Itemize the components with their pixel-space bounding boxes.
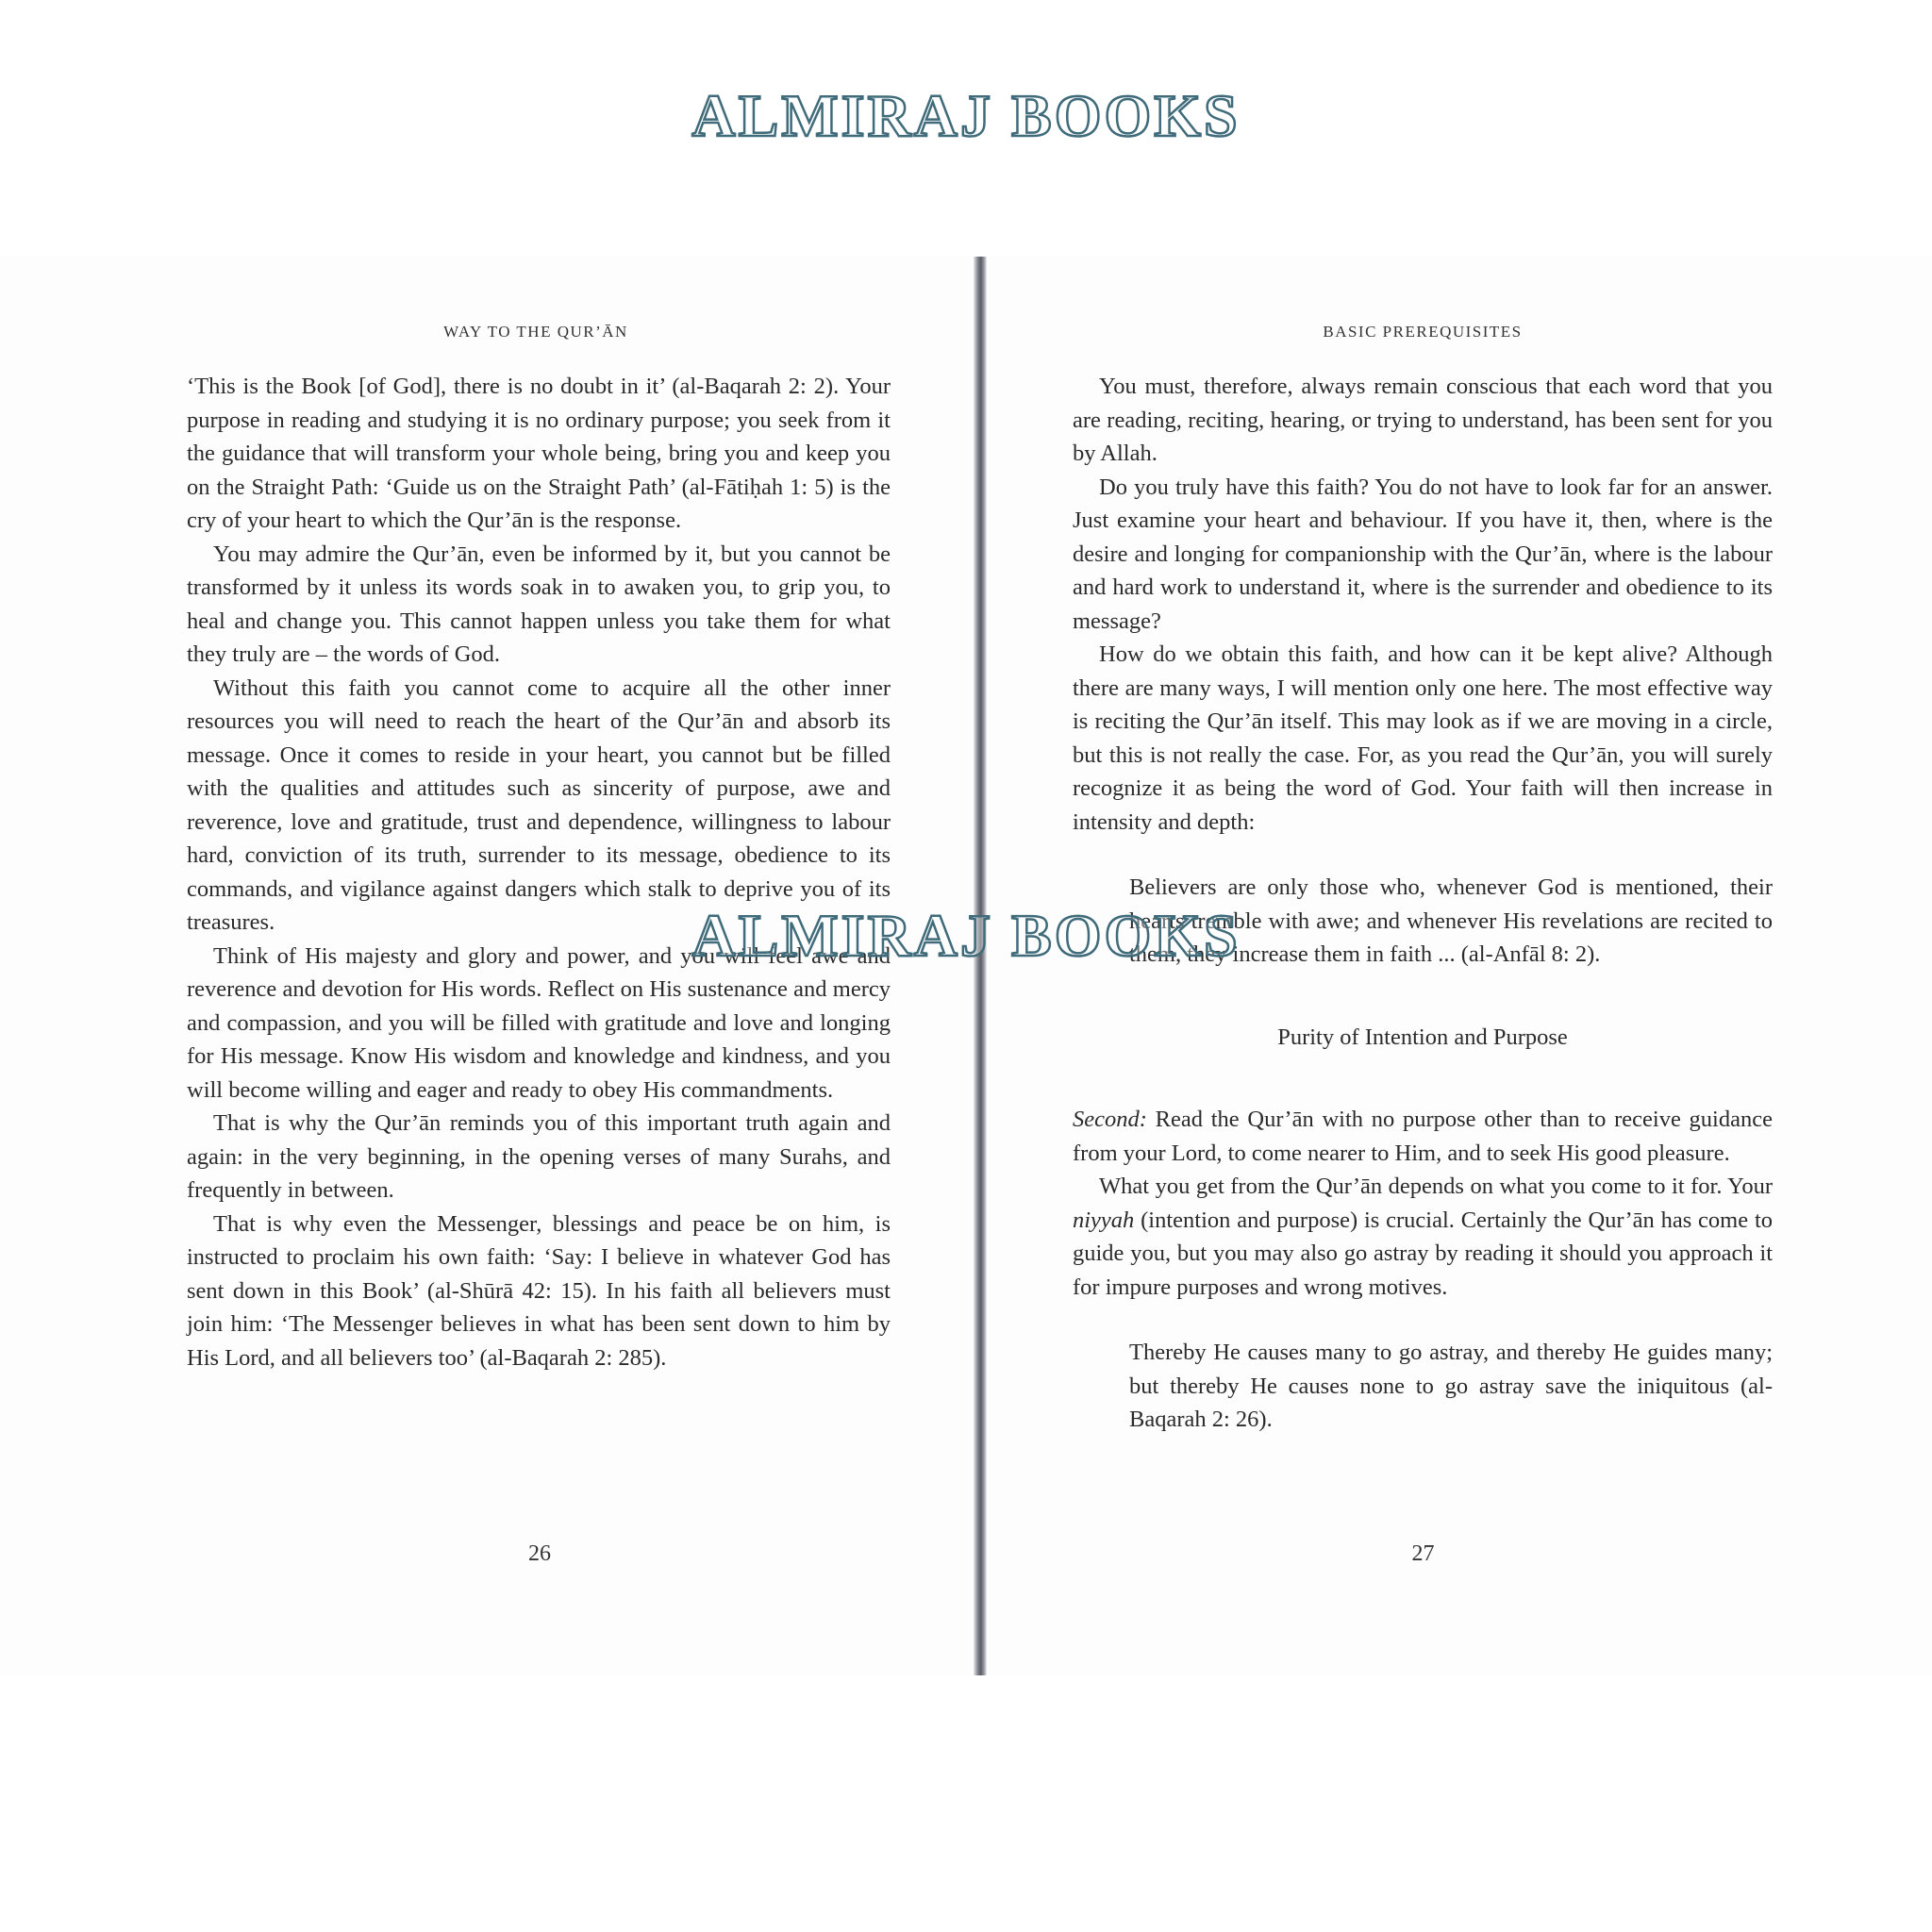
watermark-top: ALMIRAJ BOOKS [691, 82, 1241, 149]
niyyah-after: (intention and purpose) is crucial. Certainly the Qur’ān has come to guide you, but you may also go astray by reading it should you approach it for impure purposes and wrong motives. [1073, 1207, 1773, 1300]
paragraph: ‘This is the Book [of God], there is no doubt in it’ (al-Baqarah 2: 2). Your purpose in reading and studying it is no ordinary purpose; you seek from it the guidance that will transform your whole being, bring you and keep you on the Straight Path: ‘Guide us on the Straight Path’ (al-Fātiḥah 1: 5) is the cry of your heart to which the Qur’ān is the response. [187, 374, 891, 533]
paragraph: Do you truly have this faith? You do not have to look far for an answer. Just examine your heart and behaviour. If you have it, then, where is the desire and longing for companionship with the Qur’ān, where is the labour and hard work to understand it, where is the surrender and obedience to its message? [1073, 474, 1773, 634]
book-spread [0, 257, 1932, 1675]
niyyah-before: What you get from the Qur’ān depends on what you come to it for. Your [1099, 1174, 1773, 1199]
page-number-left: 26 [528, 1541, 551, 1566]
left-text-block [187, 370, 891, 1374]
running-head-left: WAY TO THE QUR’ĀN [443, 323, 628, 341]
right-text-block [1073, 370, 1773, 1469]
paragraph: You must, therefore, always remain conscious that each word that you are reading, reciting, hearing, or trying to understand, has been sent for you by Allah. [1073, 374, 1773, 466]
paragraph: That is why the Qur’ān reminds you of this important truth again and again: in the very beginning, in the opening verses of many Surahs, and frequently in between. [187, 1110, 891, 1203]
page-number-right: 27 [1411, 1541, 1435, 1566]
right-page [987, 257, 1932, 1675]
paragraph: That is why even the Messenger, blessings and peace be on him, is instructed to proclaim his own faith: ‘Say: I believe in whatever God has sent down in this Book’ (al-Shūrā 42: 15). In his faith all believers must join him: ‘The Messenger believes in what has been sent down to him by His Lord, and all believers too’ (al-Baqarah 2: 285). [187, 1210, 891, 1371]
paragraph: How do we obtain this faith, and how can it be kept alive? Although there are many ways, I will mention only one here. The most effective way is reciting the Qur’ān itself. This may look as if we are moving in a circle, but this is not really the case. For, as you read the Qur’ān, you will surely recognize it as being the word of God. Your faith will then increase in intensity and depth: [1073, 641, 1773, 835]
paragraph: Think of His majesty and glory and power, and you will feel awe and reverence and devotion for His words. Reflect on His sustenance and mercy and compassion, and you will be filled with gratitude and love and longing for His message. Know His wisdom and knowledge and kindness, and you will become willing and eager and ready to obey His commandments. [187, 942, 891, 1103]
watermark-middle: ALMIRAJ BOOKS [691, 902, 1241, 969]
book-gutter [974, 257, 987, 1675]
second-label: Second: [1073, 1107, 1147, 1132]
paragraph: Without this faith you cannot come to acquire all the other inner resources you will need to reach the heart of the Qur’ān and absorb its message. Once it comes to reside in your heart, you cannot but be filled with the qualities and attitudes such as sincerity of purpose, awe and reverence, love and gratitude, trust and dependence, willingness to labour hard, conviction of its truth, surrender to its message, obedience to its commands, and vigilance against dangers which stalk to deprive you of its treasures. [187, 675, 891, 935]
niyyah-term: niyyah [1073, 1207, 1135, 1233]
section-heading: Purity of Intention and Purpose [1277, 1024, 1568, 1050]
second-text: Read the Qur’ān with no purpose other than to receive guidance from your Lord, to come nearer to Him, and to seek His good pleasure. [1073, 1107, 1773, 1166]
left-page [0, 257, 974, 1675]
running-head-right: BASIC PREREQUISITES [1323, 323, 1523, 341]
block-quote: Believers are only those who, whenever God is mentioned, their hearts tremble with awe; and whenever His revelations are recited to them, they increase them in faith ... (al-Anfāl 8: 2). [1129, 874, 1773, 967]
paragraph: You may admire the Qur’ān, even be informed by it, but you cannot be transformed by it unless its words soak in to awaken you, to grip you, to heal and change you. This cannot happen unless you take them for what they truly are – the words of God. [187, 541, 891, 667]
paragraph-niyyah [1073, 1170, 1773, 1304]
block-quote: Thereby He causes many to go astray, and thereby He guides many; but thereby He causes none to go astray save the iniquitous (al-Baqarah 2: 26). [1129, 1340, 1773, 1432]
paragraph-second [1073, 1103, 1773, 1170]
